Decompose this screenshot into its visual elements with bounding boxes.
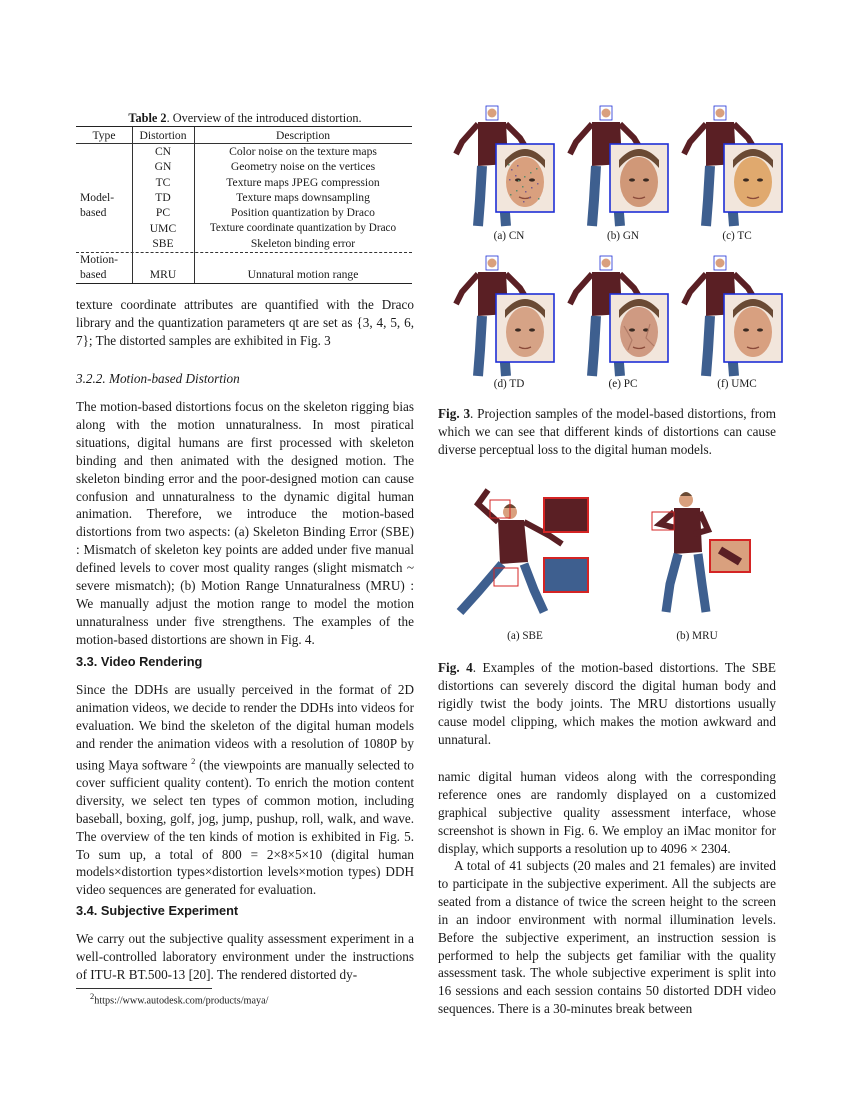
figure-4-caption: Fig. 4. Examples of the motion-based distortions. The SBE distortions can severely discord the digital human body and rigidly twist the body joints. The MRU distortions usually cause model clipping, which makes the motion awkward and unnatural. [438, 660, 776, 747]
row-description: Skeleton binding error [250, 237, 356, 250]
paragraph-motion-distortion: The motion-based distortions focus on the skeleton rigging bias along with the motion unnaturalness. In most piratical situations, digital humans are first processed with skeleton binding and then animated with the designed motion. The skeleton binding error and the poor-designed motion can cause confusion and unnaturalness to the dynamic digital human animation. Therefore, we introduce the motion-based distortions from two aspects: (a) Skeleton Binding Error (SBE) : Mismatch of skeleton key points are added under five manual defined levels to cover most quality ranges (slight mismatch ~ severe mismatch); (b) Motion Range Unnaturalness (MRU) : We manually adjust the motion range to model the motion unnaturalness under five strengthens. The examples of the motion-based distortions are shown in Fig. 4. [76, 399, 414, 647]
row-distortion: GN [154, 160, 172, 173]
fig3-label-cn: (a) CN [493, 230, 525, 242]
figure-3-caption: Fig. 3. Projection samples of the model-based distortions, from which we can see that different kinds of distortions can cause diverse perceptual loss to the digital human models. [438, 406, 776, 457]
sbe-avatar [460, 490, 588, 612]
fig3-label-td: (d) TD [493, 378, 525, 390]
fig3-label-pc: (e) PC [608, 378, 638, 390]
row-description: Texture coordinate quantization by Draco [209, 222, 397, 234]
figure-3 [438, 104, 776, 394]
distortion-table-block [76, 111, 414, 284]
section-heading-3-4: 3.4. Subjective Experiment [76, 903, 239, 918]
fig3-label-umc: (f) UMC [717, 378, 757, 390]
row-distortion: TC [155, 176, 171, 189]
section-heading-3-3: 3.3. Video Rendering [76, 654, 203, 669]
group-motion-line2: based [80, 268, 107, 281]
fig3-sample-td [448, 254, 558, 380]
row-description: Geometry noise on the vertices [230, 160, 376, 173]
paragraph-display-setup: namic digital human videos along with the corresponding reference ones are randomly displayed on a customized graphical subjective quality assessment interface, whose screenshot is shown in Fig. 6. We employ an iMac monitor for display, which supports a resolution up to 4096 × 2304. [438, 769, 776, 856]
row-description: Unnatural motion range [247, 268, 359, 281]
header-description: Description [275, 129, 331, 142]
fig3-sample-umc [676, 254, 786, 380]
fig3-sample-gn [562, 104, 672, 230]
row-description: Color noise on the texture maps [229, 145, 377, 158]
figure-4-illustration [438, 484, 776, 624]
row-description: Texture maps downsampling [236, 191, 370, 204]
fig3-sample-cn [448, 104, 558, 230]
mru-avatar [652, 492, 750, 612]
group-model-line1: Model- [80, 191, 115, 204]
row-distortion: UMC [149, 222, 177, 235]
subsection-heading-3-2-2: 3.2.2. Motion-based Distortion [76, 371, 240, 386]
figure-4 [438, 484, 776, 654]
fig3-label-tc: (c) TC [722, 230, 752, 242]
fig4-label-mru: (b) MRU [676, 630, 718, 642]
row-distortion: PC [155, 206, 171, 219]
group-model-line2: based [80, 206, 107, 219]
footnote-ref: 2 [191, 755, 196, 766]
row-distortion: CN [154, 145, 172, 158]
row-distortion: TD [155, 191, 171, 204]
row-description: Texture maps JPEG compression [226, 176, 380, 189]
fig3-sample-pc [562, 254, 672, 380]
paragraph-video-rendering: Since the DDHs are usually perceived in the format of 2D animation videos, we decide to render the DDHs into videos for evaluation. We bind the skeleton of the digital human models and render the animation videos with a resolution of 1080P by using Maya software $^2$ (the viewpoints are manually selected to cover sufficient quality content). To enrich the motion content diversity, we select ten types of common motion, including baseball, boxing, golf, jog, jump, pushup, roll, walk, and wave. The overview of the ten kinds of motion is exhibited in Fig. 5. To sum up, a total of 800 = 2×8×5×10 (digital human models×distortion types×distortion levels×motion types) DDH video sequences are generated for evaluation. [76, 682, 414, 898]
header-distortion: Distortion [139, 129, 187, 142]
paragraph-draco: texture coordinate attributes are quantified with the Draco library and the quantization parameters qt are set as {3, 4, 5, 6, 7}; The distorted samples are exhibited in Fig. 3 [76, 297, 414, 348]
row-description: Position quantization by Draco [231, 206, 375, 219]
footnote-divider [76, 988, 212, 989]
footnote: $^2$https://www.autodesk.com/products/maya/ [90, 991, 269, 1007]
fig3-sample-tc [676, 104, 786, 230]
group-motion-line1: Motion- [80, 253, 119, 266]
row-distortion: SBE [152, 237, 174, 250]
table-caption: Table 2. Overview of the introduced distortion. [128, 111, 362, 125]
paragraph-subjects: A total of 41 subjects (20 males and 21 females) are invited to participate in the subjective experiment. All the subjects are seated from a distance of twice the screen height to the screen in an indoor environment with normal illumination levels. Before the subjective experiment, an instruction session is performed to help the subjects get familiar with the quality assessment task. The whole subjective experiment is split into 16 sessions and each session contains 50 distorted DDH video sequences. There is a 30-minutes break between [438, 858, 776, 1017]
header-type: Type [92, 129, 116, 142]
distortion-table [76, 126, 412, 284]
paragraph-subjective-experiment: We carry out the subjective quality assessment experiment in a well-controlled laboratory environment under the instructions of ITU-R BT.500-13 [20]. The rendered distorted dy- [76, 931, 414, 982]
fig4-label-sbe: (a) SBE [507, 630, 543, 642]
row-distortion: MRU [149, 268, 177, 281]
fig3-label-gn: (b) GN [606, 230, 639, 242]
